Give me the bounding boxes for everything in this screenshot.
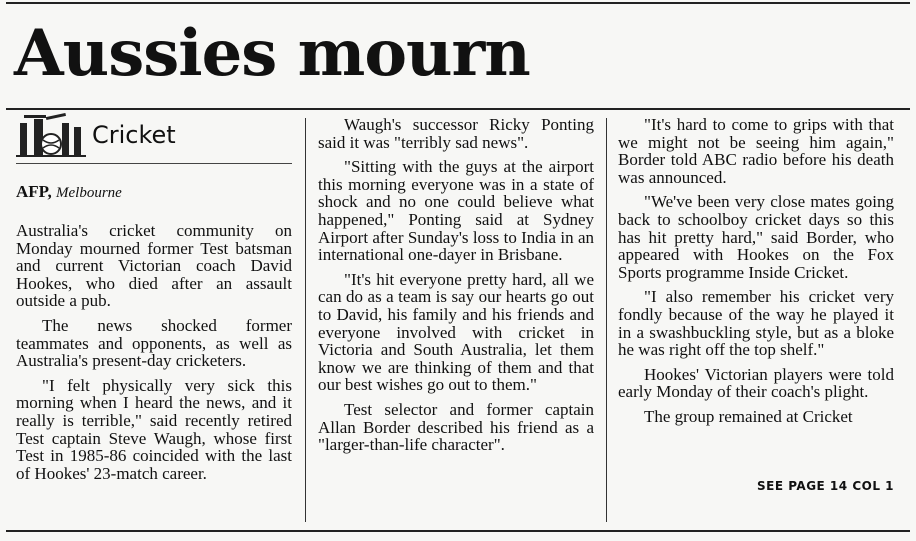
headline: Aussies mourn xyxy=(14,16,530,91)
bottom-rule xyxy=(6,530,910,532)
paragraph: "I felt physically very sick this morning when I heard the news, and it really is terrible," said recently retired Test captain Steve Waugh, whose first Test in 1985-86 coincided with the last of Hookes' 23-match career. xyxy=(16,375,292,483)
paragraph: Australia's cricket community on Monday mourned former Test batsman and current Victorian coach David Hookes, who died after an assault outside a pub. xyxy=(16,221,292,311)
paragraph: Test selector and former captain Allan Border described his friend as a "larger-than-life character". xyxy=(318,399,594,455)
paragraph: Waugh's successor Ricky Ponting said it was "terribly sad news". xyxy=(318,115,594,152)
section-kicker xyxy=(16,113,216,157)
paragraph: "It's hit everyone pretty hard, all we can do as a team is say our hearts go out to David, his family and his friends and everyone involved with cricket in Victoria and South Australia, let them know we are thinking of them and that our best wishes go out to them." xyxy=(318,269,594,395)
section-label: Cricket xyxy=(92,121,176,149)
top-rule xyxy=(6,2,910,4)
continuation-jump: SEE PAGE 14 COL 1 xyxy=(757,479,894,493)
paragraph: The group remained at Cricket xyxy=(644,406,853,426)
article-column-1 xyxy=(16,222,292,489)
column-divider xyxy=(606,118,607,522)
byline-agency: AFP, xyxy=(16,182,52,201)
byline-place: Melbourne xyxy=(56,185,122,201)
headline-rule xyxy=(6,108,910,110)
paragraph: "We've been very close mates going back to schoolboy cricket days so this has hit pretty hard," said Border, who appeared with Hookes on the Fox Sports programme Inside Cricket. xyxy=(618,192,894,282)
byline xyxy=(16,182,122,203)
cricket-icon xyxy=(16,113,88,157)
paragraph: "I also remember his cricket very fondly because of the way he played it in a swashbuckling style, but as a bloke he was right off the top shelf." xyxy=(618,287,894,360)
paragraph: Hookes' Victorian players were told early Monday of their coach's plight. xyxy=(618,364,894,402)
column-divider xyxy=(305,118,306,522)
paragraph: "Sitting with the guys at the airport this morning everyone was in a state of shock and no one could believe what happened," Ponting said at Sydney Airport after Sunday's loss to India in an international one-dayer in Brisbane. xyxy=(318,157,594,265)
article-column-3 xyxy=(618,116,894,433)
article-column-2 xyxy=(318,116,594,461)
paragraph: "It's hard to come to grips with that we might not be seeing him again," Border told ABC radio before his death was announced. xyxy=(618,115,894,187)
paragraph: The news shocked former teammates and opponents, as well as Australia's present-day cricketers. xyxy=(16,315,292,371)
kicker-rule xyxy=(16,163,292,164)
